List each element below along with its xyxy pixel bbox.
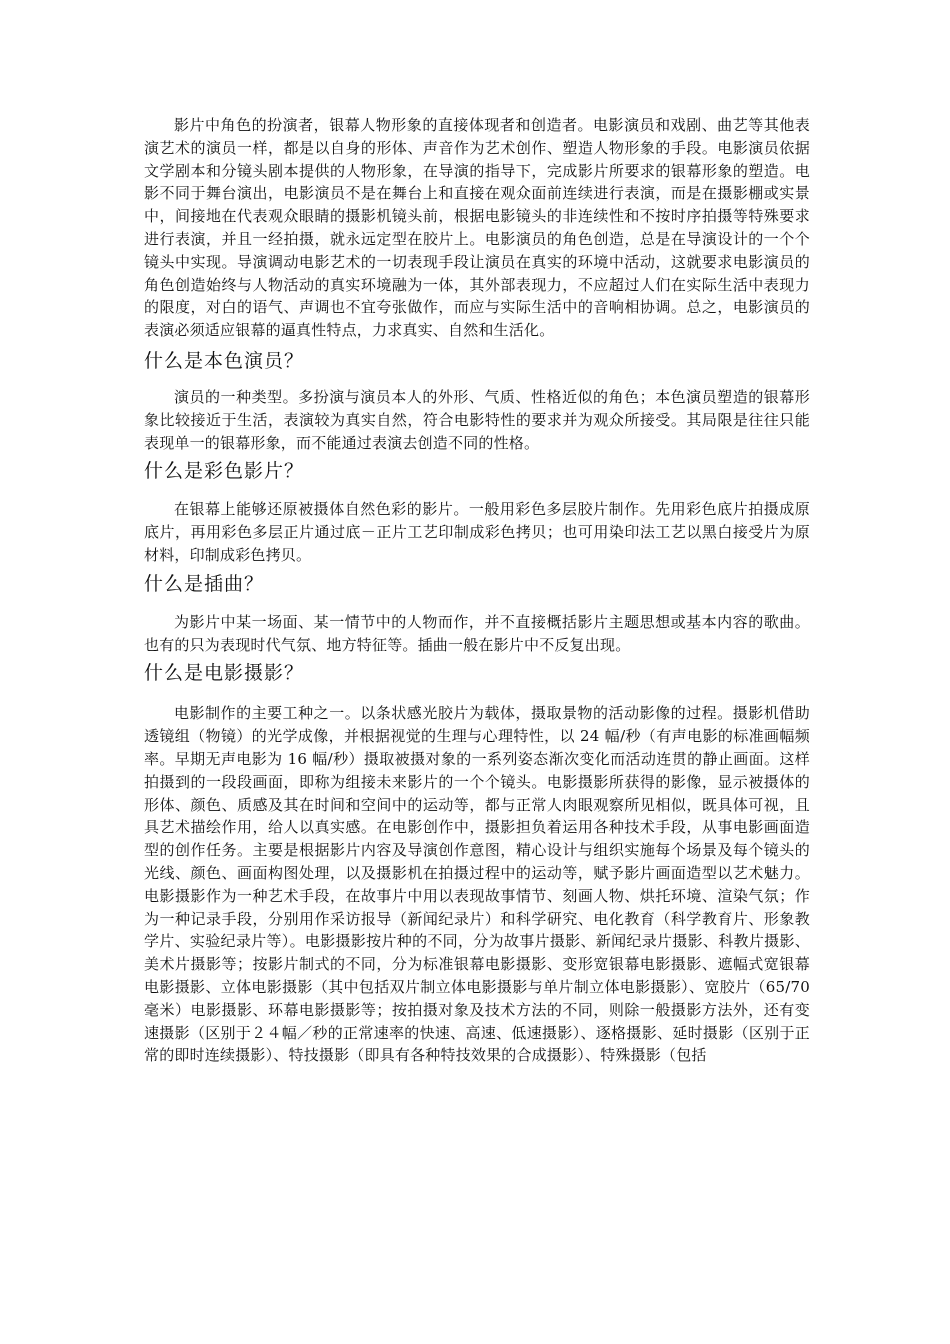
section-paragraph: 电影制作的主要工种之一。以条状感光胶片为载体，摄取景物的活动影像的过程。摄影机借助透镜组（物镜）的光学成像，并根据视觉的生理与心理特性，以 24 幅/秒（有声电影的标准画幅频率。早期无声电影为 16 幅/秒）摄取被摄对象的一系列姿态渐次变化而活动连贯的静止画面。这样拍摄到的一段段画面，即称为组接未来影片的一个个镜头。电影摄影所获得的影像，显示被摄体的形体、颜色、质感及其在时间和空间中的运动等，都与正常人肉眼观察所见相似，既具体可视，且具艺术描绘作用，给人以真实感。在电影创作中，摄影担负着运用各种技术手段，从事电影画面造型的创作任务。主要是根据影片内容及导演创作意图，精心设计与组织实施每个场景及每个镜头的光线、颜色、画面构图处理，以及摄影机在拍摄过程中的运动等，赋予影片画面造型以艺术魅力。电影摄影作为一种艺术手段，在故事片中用以表现故事情节、刻画人物、烘托环境、渲染气氛；作为一种记录手段，分别用作采访报导（新闻纪录片）和科学研究、电化教育（科学教育片、形象教学片、实验纪录片等）。电影摄影按片种的不同，分为故事片摄影、新闻纪录片摄影、科教片摄影、美术片摄影等；按影片制式的不同，分为标准银幕电影摄影、变形宽银幕电影摄影、遮幅式宽银幕电影摄影、立体电影摄影（其中包括双片制立体电影摄影与单片制立体电影摄影）、宽胶片（65/70 毫米）电影摄影、环幕电影摄影等；按拍摄对象及技术方法的不同，则除一般摄影方法外，还有变速摄影（区别于２４幅／秒的正常速率的快速、高速、低速摄影）、逐格摄影、延时摄影（区别于正常的即时连续摄影）、特技摄影（即具有各种特技效果的合成摄影）、特殊摄影（包括: [144, 704, 810, 1065]
section-natural-actor: [144, 346, 810, 454]
section-interlude-song: [144, 569, 810, 657]
document-page: [144, 114, 810, 1067]
section-heading: 什么是电影摄影？: [144, 662, 305, 685]
section-heading: 什么是本色演员？: [144, 349, 305, 372]
intro-paragraph: 影片中角色的扮演者，银幕人物形象的直接体现者和创造者。电影演员和戏剧、曲艺等其他表演艺术的演员一样，都是以自身的形体、声音作为艺术创作、塑造人物形象的手段。电影演员依据文学剧本和分镜头剧本提供的人物形象，在导演的指导下，完成影片所要求的银幕形象的塑造。电影不同于舞台演出，电影演员不是在舞台上和直接在观众面前连续进行表演，而是在摄影棚或实景中，间接地在代表观众眼睛的摄影机镜头前，根据电影镜头的非连续性和不按时序拍摄等特殊要求进行表演，并且一经拍摄，就永远定型在胶片上。电影演员的角色创造，总是在导演设计的一个个镜头中实现。导演调动电影艺术的一切表现手段让演员在真实的环境中活动，这就要求电影演员的角色创造始终与人物活动的真实环境融为一体，其外部表现力，不应超过人们在实际生活中表现力的限度，对白的语气、声调也不宜夸张做作，而应与实际生活中的音响相协调。总之，电影演员的表演必须适应银幕的逼真性特点，力求真实、自然和生活化。: [144, 116, 810, 340]
section-color-film: [144, 456, 810, 566]
section-heading: 什么是插曲？: [144, 572, 265, 595]
section-paragraph: 演员的一种类型。多扮演与演员本人的外形、气质、性格近似的角色；本色演员塑造的银幕形象比较接近于生活，表演较为真实自然，符合电影特性的要求并为观众所接受。其局限是往往只能表现单一的银幕形象，而不能通过表演去创造不同的性格。: [144, 387, 810, 452]
section-paragraph: 在银幕上能够还原被摄体自然色彩的影片。一般用彩色多层胶片制作。先用彩色底片拍摄成原底片，再用彩色多层正片通过底－正片工艺印制成彩色拷贝；也可用染印法工艺以黑白接受片为原材料，印制成彩色拷贝。: [144, 500, 810, 564]
section-heading: 什么是彩色影片？: [144, 460, 305, 483]
section-cinematography: [144, 658, 810, 1067]
section-paragraph: 为影片中某一场面、某一情节中的人物而作，并不直接概括影片主题思想或基本内容的歌曲。也有的只为表现时代气氛、地方特征等。插曲一般在影片中不反复出现。: [144, 612, 810, 654]
